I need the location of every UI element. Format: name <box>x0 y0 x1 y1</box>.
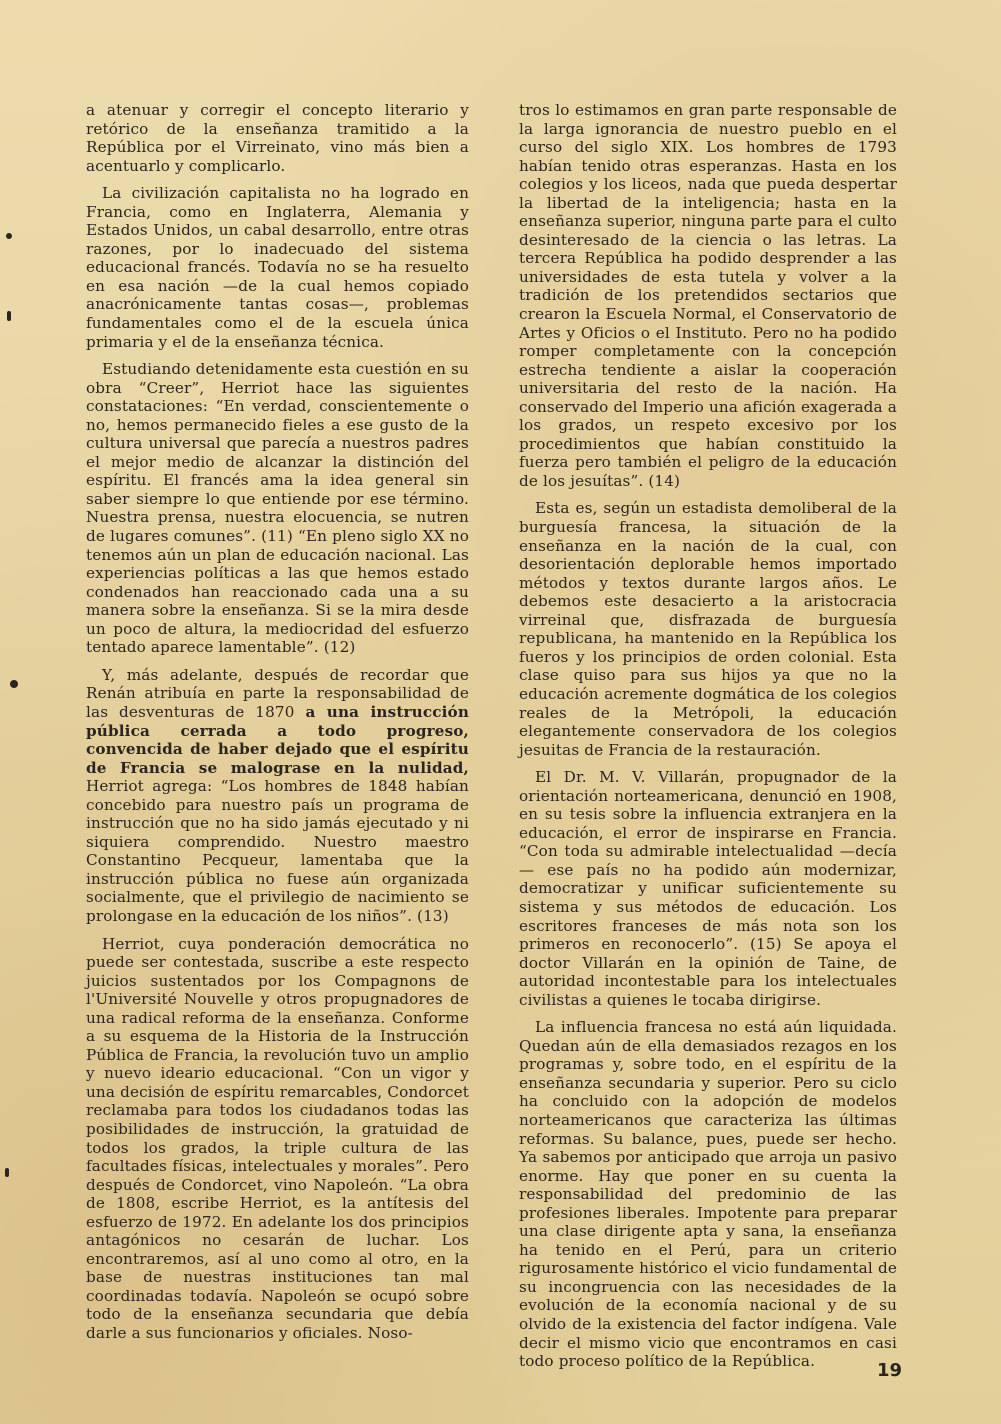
left-column <box>86 101 469 1352</box>
paragraph <box>86 666 469 926</box>
margin-mark <box>6 233 12 239</box>
paragraph: Estudiando detenidamente esta cuestión en su obra “Creer”, Herriot hace las siguientes constataciones: “En verdad, conscientemente o no, hemos permanecido fieles a ese gusto de la cultura universal que parecía a nuestros padres el mejor medio de alcanzar la distinción del espíritu. El francés ama la idea general sin saber siempre lo que entiende por ese término. Nuestra prensa, nuestra elocuencia, se nutren de lugares comunes”. (11) “En pleno siglo XX no tenemos aún un plan de educación nacional. Las experiencias políticas a las que hemos estado condenados han reaccionado cada una a su manera sobre la enseñanza. Si se la mira desde un poco de altura, la mediocridad del esfuerzo tentado aparece lamentable”. (12) <box>86 360 469 657</box>
paragraph: tros lo estimamos en gran parte responsable de la larga ignorancia de nuestro pueblo en el curso del siglo XIX. Los hombres de 1793 habían tenido otras esperanzas. Hasta en los colegios y los liceos, nada que pueda despertar la libertad de la inteligencia; hasta en la enseñanza superior, ninguna parte para el culto desinteresado de la ciencia o las letras. La tercera República ha podido desprender a las universidades de esta tutela y volver a la tradición de los pretendidos sectarios que crearon la Escuela Normal, el Conservatorio de Artes y Oficios o el Instituto. Pero no ha podido romper completamente con la concepción estrecha tendiente a aislar la cooperación universitaria del resto de la nación. Ha conservado del Imperio una afición exagerada a los grados, un respeto excesivo por los procedimientos que habían constituido la fuerza pero también el peligro de la educación de los jesuítas”. (14) <box>519 101 897 490</box>
margin-mark <box>5 1168 9 1177</box>
paragraph: La influencia francesa no está aún liquidada. Quedan aún de ella demasiados rezagos en los programas y, sobre todo, en el espíritu de la enseñanza secundaria y superior. Pero su ciclo ha concluido con la adopción de modelos norteamericanos que caracteriza las últimas reformas. Su balance, pues, puede ser hecho. Ya sabemos por anticipado que arroja un pasivo enorme. Hay que poner en su cuenta la responsabilidad del predominio de las profesiones liberales. Impotente para preparar una clase dirigente apta y sana, la enseñanza ha tenido en el Perú, para un criterio rigurosamente histórico el vicio fundamental de su incongruencia con las necesidades de la evolución de la economía nacional y de su olvido de la existencia del factor indígena. Vale decir el mismo vicio que encontramos en casi todo proceso político de la República. <box>519 1018 897 1371</box>
paragraph: Esta es, según un estadista demoliberal de la burguesía francesa, la situación de la enseñanza en la nación de la cual, con desorientación deplorable hemos importado métodos y textos durante largos años. Le debemos este desacierto a la aristocracia virreinal que, disfrazada de burguesía republicana, ha mantenido en la República los fueros y los principios de orden colonial. Esta clase quiso para sus hijos ya que no la educación acremente dogmática de los colegios reales de la Metrópoli, la educación elegantemente conservadora de los colegios jesuitas de Francia de la restauración. <box>519 499 897 759</box>
paragraph-text: Herriot agrega: “Los hombres de 1848 habían concebido para nuestro país un programa de instrucción que no ha sido jamás ejecutado y ni siquiera comprendido. Nuestro maestro Constantino Pecqueur, lamentaba que la instrucción pública no fuese aún organizada socialmente, que el privilegio de nacimiento se prolongase en la educación de los niños”. (13) <box>86 777 469 925</box>
paragraph: El Dr. M. V. Villarán, propugnador de la orientación norteamericana, denunció en 1908, en su tesis sobre la influencia extranjera en la educación, el error de inspirarse en Francia. “Con toda su admirable intelectualidad —decía— ese país no ha podido aún modernizar, democratizar y unificar suficientemente su sistema y sus métodos de educación. Los escritores franceses de más nota son los primeros en reconocerlo”. (15) Se apoya el doctor Villarán en la opinión de Taine, de autoridad incontestable para los intelectuales civilistas a quienes le tocaba dirigirse. <box>519 768 897 1009</box>
paragraph: a atenuar y corregir el concepto literario y retórico de la enseñanza tramitido a la República por el Virreinato, vino más bien a acentuarlo y complicarlo. <box>86 101 469 175</box>
paragraph-text: Y, más adelante, después de recordar que Renán atribuía en parte la responsabilidad de las desventuras de 1870 <box>86 665 469 721</box>
right-column <box>519 101 897 1380</box>
page-number: 19 <box>877 1360 903 1381</box>
bold-quote: a una instrucción pública cerrada a todo progreso, convencida de haber dejado que el espíritu de Francia se malograse en la nulidad, <box>86 702 470 777</box>
paragraph: La civilización capitalista no ha logrado en Francia, como en Inglaterra, Alemania y Estados Unidos, un cabal desarrollo, entre otras razones, por lo inadecuado del sistema educacional francés. Todavía no se ha resuelto en esa nación —de la cual hemos copiado anacrónicamente tantas cosas—, problemas fundamentales como el de la escuela única primaria y el de la enseñanza técnica. <box>86 184 469 351</box>
margin-mark <box>10 680 18 688</box>
margin-mark <box>7 311 11 321</box>
paragraph: Herriot, cuya ponderación democrática no puede ser contestada, suscribe a este respecto juicios sustentados por los Compagnons de l'Université Nouvelle y otros propugnadores de una radical reforma de la enseñanza. Conforme a su esquema de la Historia de la Instrucción Pública de Francia, la revolución tuvo un amplio y nuevo ideario educacional. “Con un vigor y una decisión de espíritu remarcables, Condorcet reclamaba para todos los ciudadanos todas las posibilidades de instrucción, la gratuidad de todos los grados, la triple cultura de las facultades físicas, intelectuales y morales”. Pero después de Condorcet, vino Napoleón. “La obra de 1808, escribe Herriot, es la antítesis del esfuerzo de 1972. En adelante los dos principios antagónicos no cesarán de luchar. Los encontraremos, así al uno como al otro, en la base de nuestras instituciones tan mal coordinadas todavía. Napoleón se ocupó sobre todo de la enseñanza secundaria que debía darle a sus funcionarios y oficiales. Noso- <box>86 934 469 1342</box>
